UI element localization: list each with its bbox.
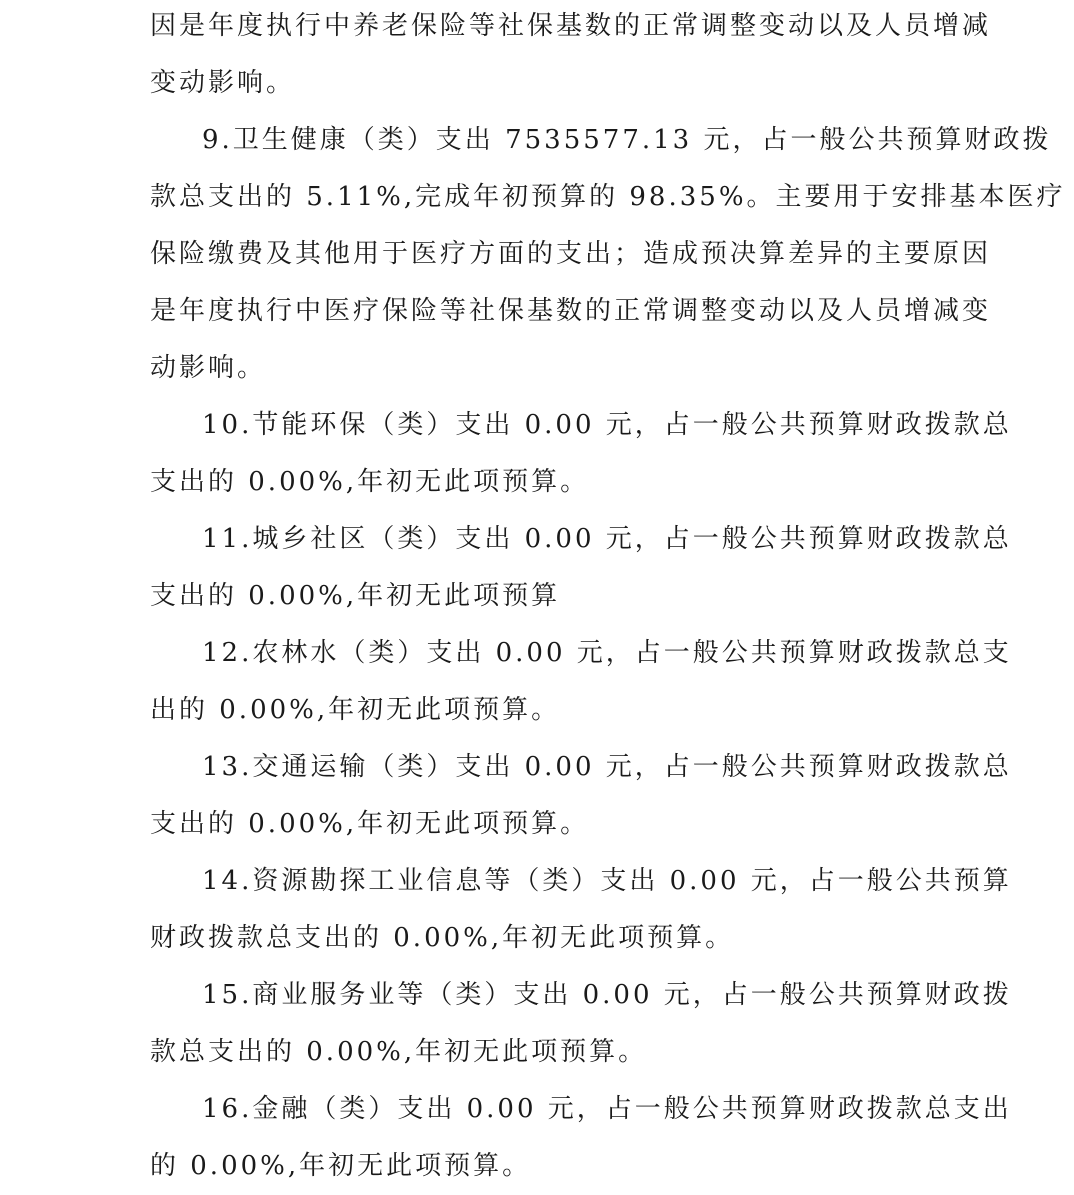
text-line: 动影响。 (150, 353, 267, 383)
text-line: 16.金融（类）支出 0.00 元，占一般公共预算财政拨款总支出 (202, 1094, 1012, 1124)
text-line: 因是年度执行中养老保险等社保基数的正常调整变动以及人员增减 (150, 11, 992, 41)
text-line: 14.资源勘探工业信息等（类）支出 0.00 元，占一般公共预算 (202, 866, 1012, 896)
text-line: 10.节能环保（类）支出 0.00 元，占一般公共预算财政拨款总 (202, 410, 1012, 440)
text-line: 款总支出的 5.11%,完成年初预算的 98.35%。主要用于安排基本医疗 (150, 182, 1066, 212)
paragraph-item-10 (150, 397, 1012, 511)
document-page (150, 0, 1066, 1195)
paragraph-continuation (150, 0, 992, 112)
paragraph-item-14 (150, 853, 1012, 967)
text-line: 支出的 0.00%,年初无此项预算。 (150, 809, 590, 839)
paragraph-item-16 (150, 1081, 1012, 1195)
paragraph-item-12 (150, 625, 1012, 739)
text-line: 支出的 0.00%,年初无此项预算。 (150, 467, 590, 497)
text-line: 13.交通运输（类）支出 0.00 元，占一般公共预算财政拨款总 (202, 752, 1012, 782)
paragraph-item-11 (150, 511, 1012, 625)
text-line: 是年度执行中医疗保险等社保基数的正常调整变动以及人员增减变 (150, 296, 992, 326)
text-line: 15.商业服务业等（类）支出 0.00 元，占一般公共预算财政拨 (202, 980, 1012, 1010)
paragraph-item-13 (150, 739, 1012, 853)
text-line: 财政拨款总支出的 0.00%,年初无此项预算。 (150, 923, 735, 953)
text-line: 11.城乡社区（类）支出 0.00 元，占一般公共预算财政拨款总 (202, 524, 1012, 554)
paragraph-item-15 (150, 967, 1012, 1081)
text-line: 款总支出的 0.00%,年初无此项预算。 (150, 1037, 648, 1067)
text-line: 的 0.00%,年初无此项预算。 (150, 1151, 532, 1181)
paragraph-item-9 (150, 112, 1066, 397)
text-line: 出的 0.00%,年初无此项预算。 (150, 695, 561, 725)
text-line: 12.农林水（类）支出 0.00 元，占一般公共预算财政拨款总支 (202, 638, 1012, 668)
text-line: 变动影响。 (150, 68, 296, 98)
text-line: 9.卫生健康（类）支出 7535577.13 元，占一般公共预算财政拨 (202, 125, 1052, 155)
text-line: 保险缴费及其他用于医疗方面的支出；造成预决算差异的主要原因 (150, 239, 992, 269)
text-line: 支出的 0.00%,年初无此项预算 (150, 581, 561, 611)
